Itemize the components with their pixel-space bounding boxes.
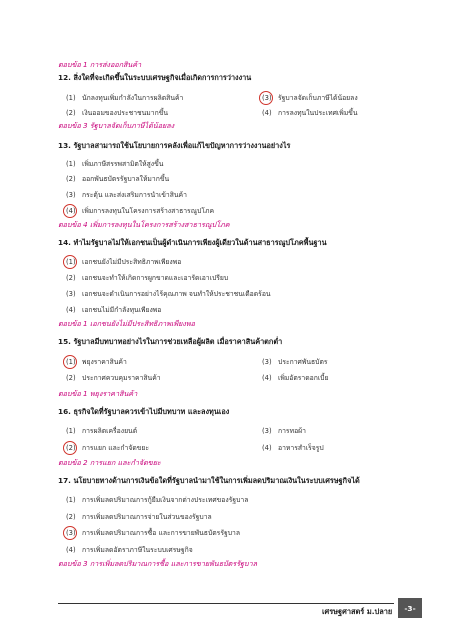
answer-circle <box>63 255 77 269</box>
answer-circle <box>63 355 77 369</box>
answer-circle <box>63 441 77 455</box>
q13-option-1: (1) เพิ่มภาษีสรรพสามิตให้สูงขึ้น <box>66 160 164 168</box>
q12-option-3: (3) รัฐบาลจัดเก็บภาษีได้น้อยลง <box>262 92 358 103</box>
q14-option-1: (1) เอกชนยังไม่มีประสิทธิภาพเพียงพอ <box>66 256 181 267</box>
q17-answer: ตอบข้อ 3 การเพิ่มลดปริมาณการซื้อ และการขายพันธบัตรรัฐบาล <box>58 559 258 568</box>
footer-subject-label: เศรษฐศาสตร์ ม.ปลาย <box>322 607 393 616</box>
q13-option-3: (3) กระตุ้น และส่งเสริมการนำเข้าสินค้า <box>66 191 187 199</box>
q13-answer: ตอบข้อ 4 เพิ่มการลงทุนในโครงการสร้างสาธารณูปโภค <box>58 220 230 229</box>
q14-answer: ตอบข้อ 1 เอกชนยังไม่มีประสิทธิภาพเพียงพอ <box>58 319 195 328</box>
q13-option-2: (2) ออกพันธบัตรรัฐบาลให้มากขึ้น <box>66 175 170 183</box>
question-14-title: 14. ทำไมรัฐบาลไม่ให้เอกชนเป็นผู้ดำเนินการเพียงผู้เดียวในด้านสาธารณูปโภคพื้นฐาน <box>58 238 327 247</box>
question-16-title: 16. ธุรกิจใดที่รัฐบาลควรเข้าไปมีบทบาท และลงทุนเอง <box>58 407 230 416</box>
q16-option-3: (3) การทอผ้า <box>262 427 306 435</box>
q12-answer: ตอบข้อ 3 รัฐบาลจัดเก็บภาษีได้น้อยลง <box>58 121 175 130</box>
footer-divider <box>58 603 394 604</box>
answer-previous: ตอบข้อ 1 การส่งออกสินค้า <box>58 60 142 69</box>
q17-option-3: (3) การเพิ่มลดปริมาณการซื้อ และการขายพันธบัตรรัฐบาล <box>66 527 240 538</box>
question-15-title: 15. รัฐบาลมีบทบาทอย่างไรในการช่วยเหลือผู้ผลิต เมื่อราคาสินค้าตกต่ำ <box>58 337 283 346</box>
question-17-title: 17. นโยบายทางด้านการเงินข้อใดที่รัฐบาลนำมาใช้ในการเพิ่มลดปริมาณเงินในระบบเศรษฐกิจได้ <box>58 476 360 485</box>
q15-answer: ตอบข้อ 1 พยุงราคาสินค้า <box>58 389 138 398</box>
q16-option-1: (1) การผลิตเครื่องยนต์ <box>66 427 138 435</box>
q15-option-3: (3) ประกาศพันธบัตร <box>262 358 328 366</box>
q12-option-1: (1) นักลงทุนเพิ่มกำลังในการผลิตสินค้า <box>66 94 184 102</box>
q16-answer: ตอบข้อ 2 การแยก และกำจัดขยะ <box>58 458 161 467</box>
q17-option-1: (1) การเพิ่มลดปริมาณการกู้ยืมเงินจากต่างประเทศของรัฐบาล <box>66 496 249 504</box>
page-number-badge: -3- <box>398 598 422 618</box>
q15-option-4: (4) เพิ่มอัตราดอกเบี้ย <box>262 374 329 382</box>
q14-option-4: (4) เอกชนไม่มีกำลังทุนเพียงพอ <box>66 306 162 314</box>
q17-option-4: (4) การเพิ่มลดอัตราภาษีในระบบเศรษฐกิจ <box>66 546 193 554</box>
q13-option-4: (4) เพิ่มการลงทุนในโครงการสร้างสาธารณูปโภค <box>66 205 214 216</box>
q12-option-4: (4) การลงทุนในประเทศเพิ่มขึ้น <box>262 109 358 117</box>
q14-option-3: (3) เอกชนจะดำเนินการอย่างไร้คุณภาพ จนทำให้ประชาชนเดือดร้อน <box>66 290 271 298</box>
q17-option-2: (2) การเพิ่มลดปริมาณการจ่ายในส่วนของรัฐบาล <box>66 513 212 521</box>
q12-option-2: (2) เงินออมของประชาชนมากขึ้น <box>66 109 168 117</box>
answer-circle <box>63 204 77 218</box>
question-12-title: 12. สิ่งใดที่จะเกิดขึ้นในระบบเศรษฐกิจเมื่อเกิดการการว่างงาน <box>58 73 252 82</box>
question-13-title: 13. รัฐบาลสามารถใช้นโยบายการคลังเพื่อแก้ไขปัญหาการว่างงานอย่างไร <box>58 141 291 150</box>
q15-option-2: (2) ประกาศควบคุมราคาสินค้า <box>66 374 161 382</box>
q14-option-2: (2) เอกชนจะทำให้เกิดการผูกขาดและเอารัดเอาเปรียบ <box>66 274 229 282</box>
answer-circle <box>259 91 273 105</box>
q16-option-2: (2) การแยก และกำจัดขยะ <box>66 442 149 453</box>
answer-circle <box>63 526 77 540</box>
q15-option-1: (1) พยุงราคาสินค้า <box>66 356 127 367</box>
q16-option-4: (4) อาหารสำเร็จรูป <box>262 444 324 452</box>
